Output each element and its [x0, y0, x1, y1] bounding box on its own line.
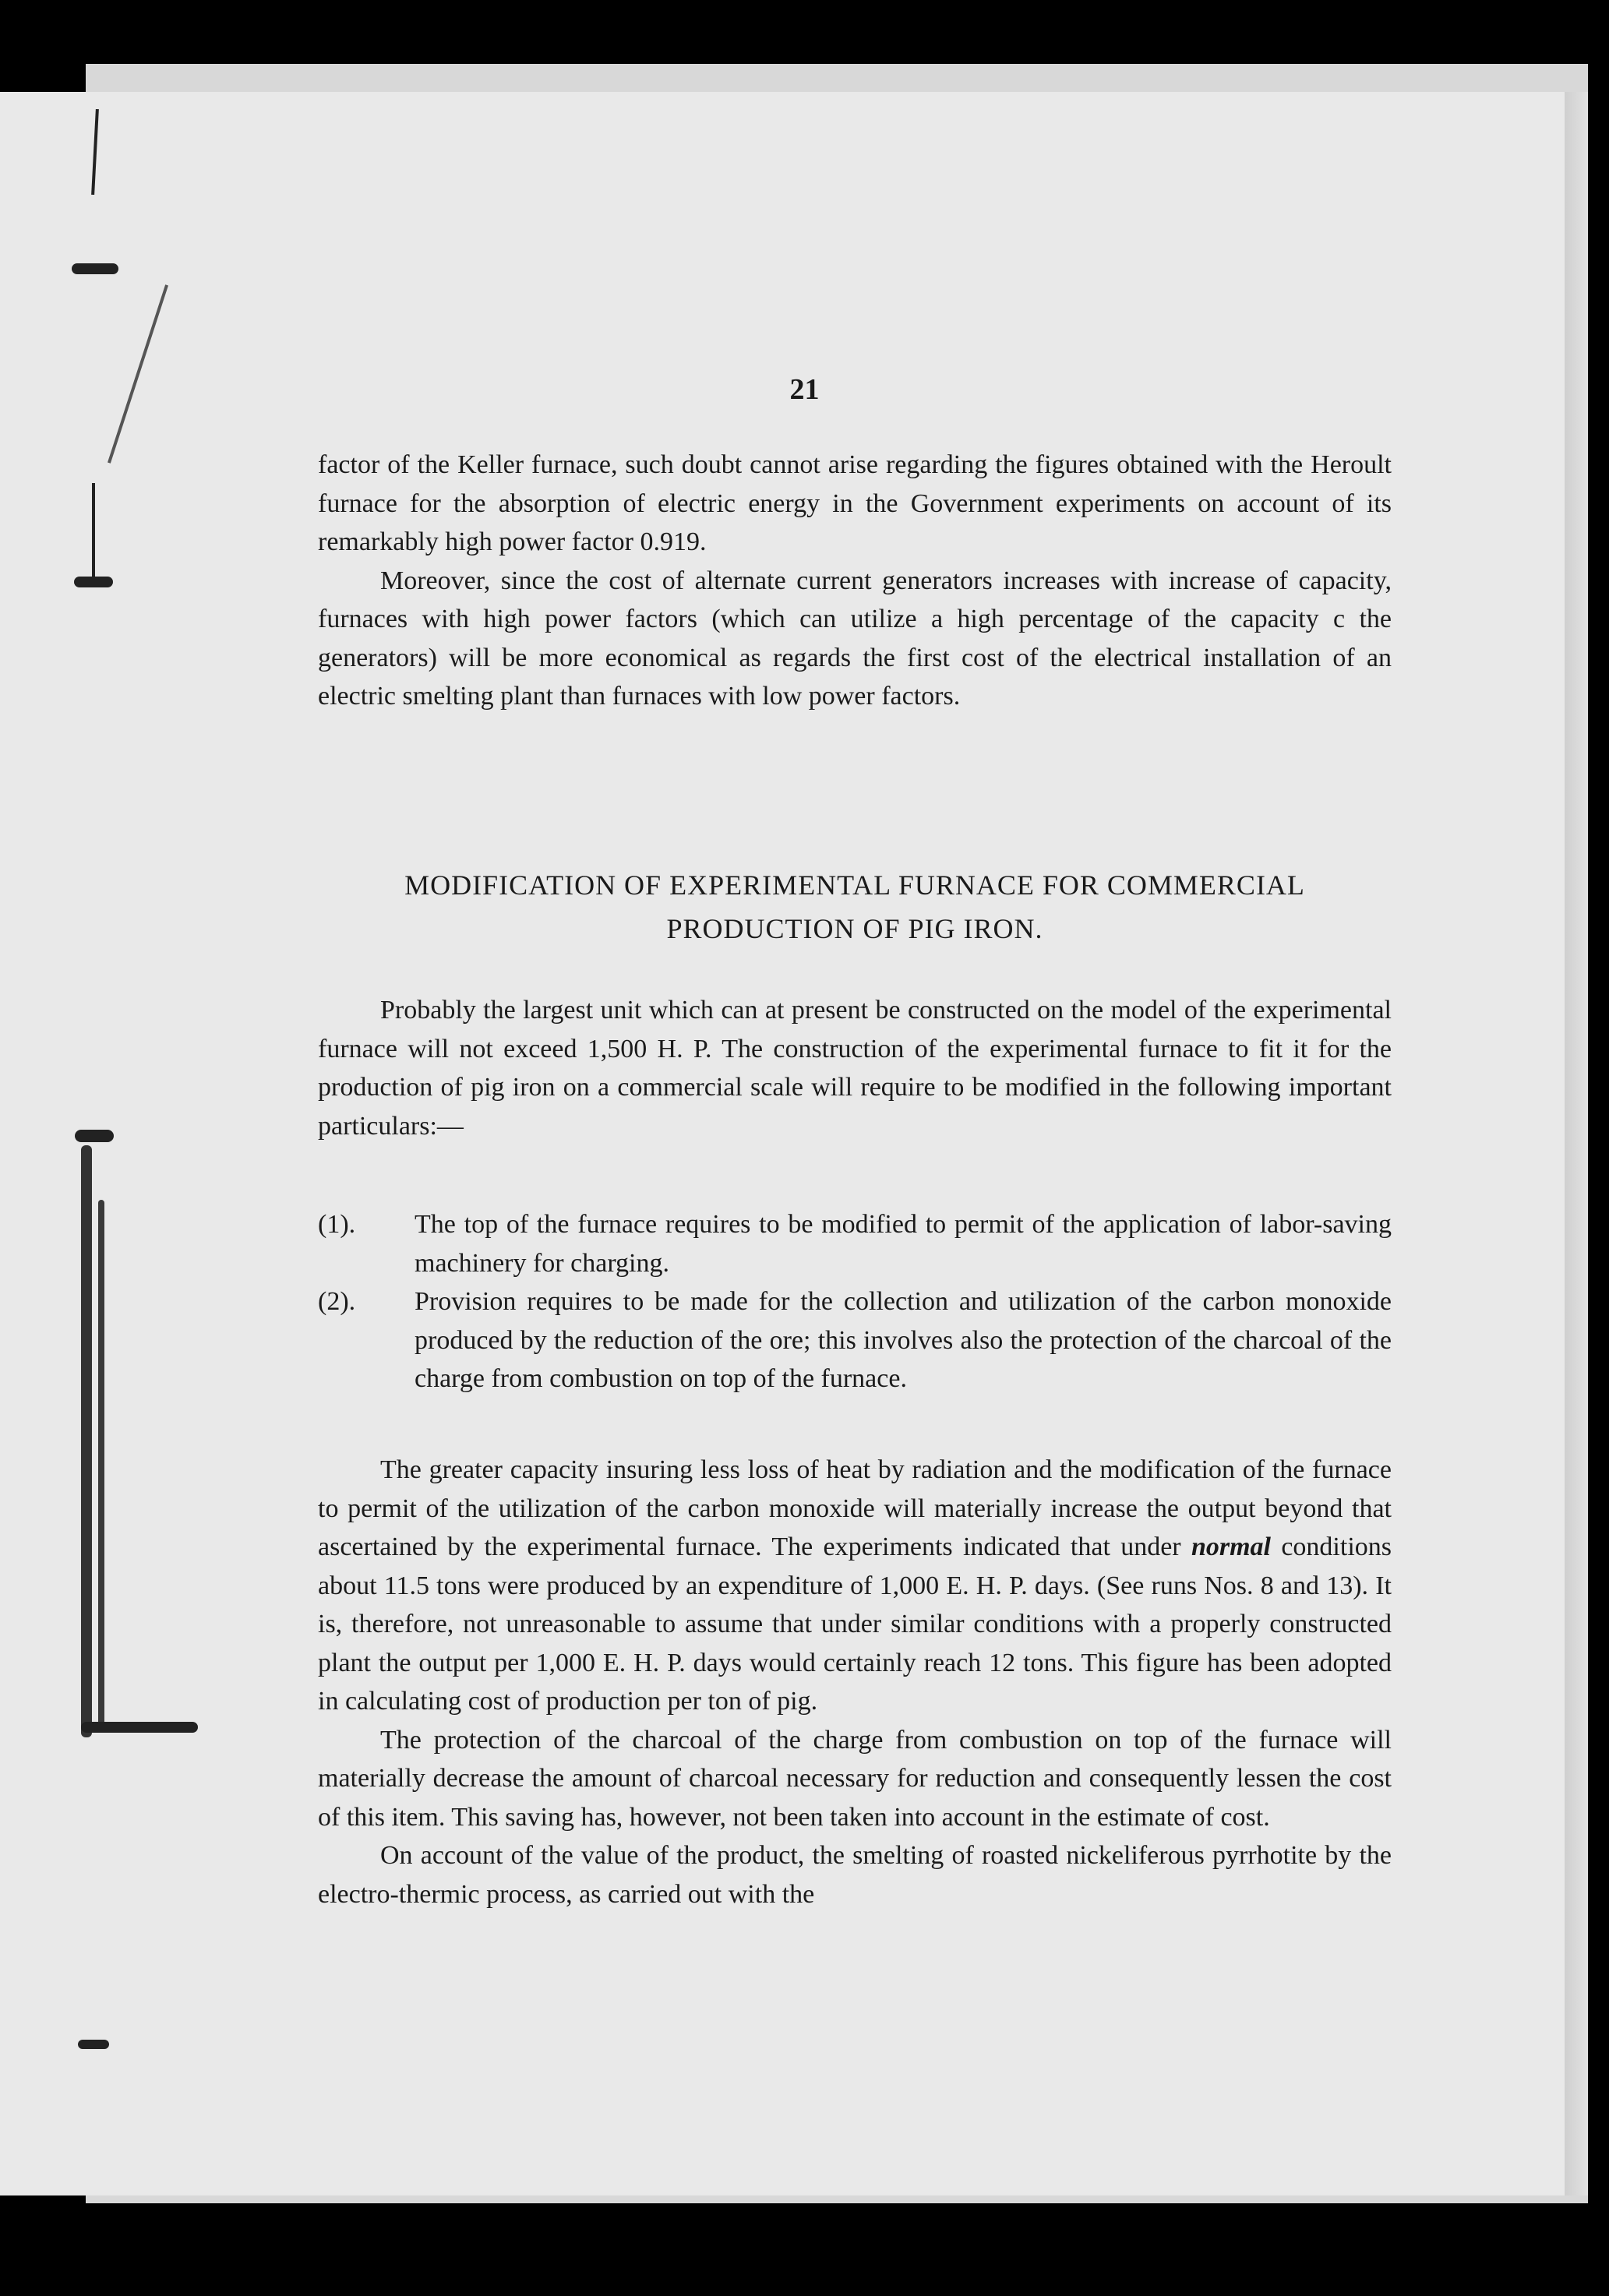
intro-block [318, 991, 1392, 1145]
paragraph: factor of the Keller furnace, such doubt cannot arise regarding the figures obtained with the Heroult furnace for the absorption of electric energy in the Government experiments on account of its remarkably high power factor 0.919. [318, 450, 1392, 556]
intro-paragraph: Probably the largest unit which can at present be constructed on the model of the experimental furnace will not exceed 1,500 H. P. The construction of the experimental furnace to fit it for the production of pig iron on a commercial scale will require to be modified in the following important particulars:— [318, 996, 1392, 1141]
paragraph: On account of the value of the product, the smelting of roasted nickeliferous pyrrhotite by the electro-thermic process, as carried out with the [318, 1841, 1392, 1909]
body-block [318, 1451, 1392, 1913]
binding-mark [98, 1200, 104, 1730]
section-heading [318, 863, 1392, 950]
list-item [318, 1282, 1392, 1398]
binding-mark [78, 2040, 109, 2049]
binding-mark [72, 263, 118, 274]
heading-line-2: PRODUCTION OF PIG IRON. [666, 913, 1043, 944]
top-paragraphs [318, 446, 1392, 716]
binding-mark [81, 1145, 92, 1737]
emphasis-text: normal [1191, 1532, 1272, 1561]
list-item-text: The top of the furnace requires to be modified to permit of the application of labor-saving machinery for charging. [415, 1210, 1392, 1278]
heading-line-1: MODIFICATION OF EXPERIMENTAL FURNACE FOR COMMERCIAL [404, 869, 1305, 901]
page-edge [1565, 92, 1588, 2195]
page-number: 21 [789, 373, 820, 406]
binding-mark [92, 483, 95, 577]
paragraph: Moreover, since the cost of alternate current generators increases with increase of capacity, furnaces with high power factors (which can utilize a high percentage of the capacity c the generators) will be more economical as regards the first cost of the electrical installation of an electric smelting plant than furnaces with low power factors. [318, 566, 1392, 711]
paragraph-text: conditions about 11.5 tons were produced by an expenditure of 1,000 E. H. P. days. (See runs Nos. 8 and 13). It is, therefore, not unreasonable to assume that under similar conditions with a properly constructed plant the output per 1,000 E. H. P. days would certainly reach 12 tons. This figure has been adopted in calculating cost of production per ton of pig. [318, 1532, 1392, 1716]
binding-mark [81, 1722, 198, 1733]
particulars-list [318, 1205, 1392, 1398]
list-marker: (2). [318, 1287, 356, 1316]
paragraph-text: The greater capacity insuring less loss of heat by radiation and the modification of the furnace to permit of the utilization of the carbon monoxide will materially increase the output beyond that ascertained by the experimental furnace. The experiments indicated that under [318, 1455, 1392, 1561]
binding-mark [74, 577, 113, 587]
list-item [318, 1205, 1392, 1282]
binding-mark [75, 1130, 114, 1142]
paragraph: The protection of the charcoal of the charge from combustion on top of the furnace will materially decrease the amount of charcoal necessary for reduction and consequently lessen the cost of this item. This saving has, however, not been taken into account in the estimate of cost. [318, 1725, 1392, 1832]
list-item-text: Provision requires to be made for the collection and utilization of the carbon monoxide produced by the reduction of the ore; this involves also the protection of the charcoal of the charge from combustion on top of the furnace. [415, 1287, 1392, 1393]
paragraph [318, 1451, 1392, 1721]
list-marker: (1). [318, 1210, 356, 1239]
